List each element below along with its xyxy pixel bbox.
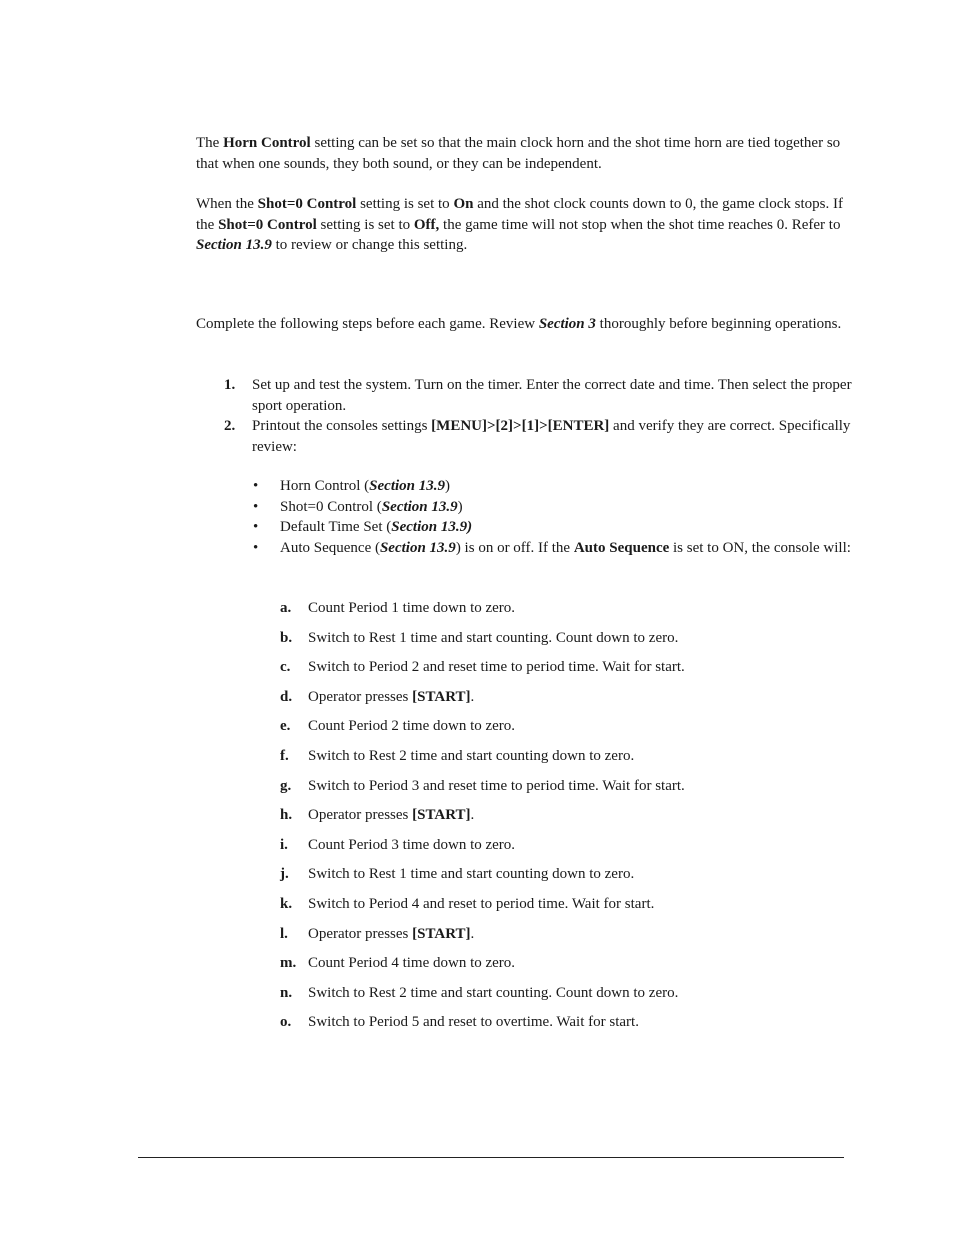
bullet-icon: •: [253, 519, 259, 535]
sequence-letter: h.: [280, 807, 293, 824]
start-key: [START]: [412, 807, 471, 824]
bullet-icon: •: [253, 478, 259, 494]
bullet-item: [252, 497, 852, 518]
sequence-letter: m.: [280, 955, 297, 972]
auto-sequence-term: Auto Sequence: [573, 539, 670, 556]
sequence-item: [280, 657, 860, 687]
bullet-item: [252, 517, 852, 538]
section-reference: Section 13.9: [381, 498, 458, 515]
step-text: Set up and test the system. Turn on the timer. Enter the correct date and time. Then select the proper sport operation.: [252, 377, 852, 414]
text-run: the game time will not stop when the shot time reaches 0. Refer to: [439, 216, 841, 233]
sequence-letter: l.: [280, 925, 288, 942]
bullet-text: ): [457, 498, 463, 515]
sequence-text: Switch to Period 5 and reset to overtime. Wait for start.: [308, 1014, 639, 1031]
text-run: thoroughly before beginning operations.: [595, 316, 842, 332]
shot-control-term: Shot=0 Control: [218, 216, 317, 233]
text-run: When the: [196, 196, 258, 212]
sequence-letter: i.: [280, 836, 288, 853]
complete-steps-paragraph: [196, 314, 846, 335]
sequence-letter: j.: [280, 866, 289, 883]
bullet-text: ): [445, 478, 451, 494]
text-run: The: [196, 135, 224, 151]
numbered-steps-list: [196, 375, 856, 457]
sequence-item: [280, 864, 860, 894]
section-reference: Section 3: [538, 316, 596, 332]
bullet-item: [252, 538, 852, 559]
bullet-text: Auto Sequence (: [280, 539, 380, 556]
sequence-text: Switch to Rest 2 time and start counting. Count down to zero.: [308, 984, 679, 1001]
sequence-item: [280, 953, 860, 983]
menu-key-sequence: [MENU]>[2]>[1]>[ENTER]: [431, 418, 610, 434]
text-run: and the shot clock counts down to 0, the game clock stops. If the: [196, 196, 843, 233]
shot-control-term: Shot=0 Control: [257, 196, 357, 212]
bullet-text: Default Time Set (: [280, 519, 392, 535]
text-run: setting is set to: [356, 196, 454, 212]
bullet-text: Horn Control (: [280, 478, 370, 494]
sequence-text: .: [470, 807, 475, 824]
sequence-letter: k.: [280, 895, 293, 912]
sequence-letter: n.: [280, 984, 293, 1001]
horn-control-paragraph: [196, 133, 846, 174]
sequence-text: Operator presses: [308, 807, 413, 824]
sequence-item: [280, 598, 860, 628]
sequence-text: Switch to Period 2 and reset time to period time. Wait for start.: [308, 659, 685, 676]
bullet-text: Shot=0 Control (: [280, 498, 382, 515]
sequence-letter: o.: [280, 1014, 292, 1031]
sequence-letter: d.: [280, 688, 293, 705]
sequence-text: Switch to Rest 1 time and start counting down to zero.: [308, 866, 635, 883]
sequence-text: Switch to Rest 1 time and start counting. Count down to zero.: [308, 629, 679, 646]
text-run: setting can be set so that the main clock horn and the shot time horn are tied together so that when one sounds, they both sound, or they can be independent.: [196, 135, 841, 172]
shot-control-paragraph: [196, 194, 846, 256]
horn-control-term: Horn Control: [223, 135, 311, 151]
bullet-text: ) is on or off. If the: [455, 539, 574, 556]
section-reference: Section 13.9): [391, 519, 473, 535]
sequence-text: Switch to Period 4 and reset to period time. Wait for start.: [308, 895, 655, 912]
settings-review-list: [252, 476, 852, 558]
sequence-item: [280, 776, 860, 806]
text-run: to review or change this setting.: [271, 237, 468, 253]
sequence-item: [280, 894, 860, 924]
start-key: [START]: [412, 925, 471, 942]
step-item: [196, 416, 856, 457]
sequence-item: [280, 746, 860, 776]
text-run: setting is set to: [316, 216, 414, 233]
sequence-text: Count Period 1 time down to zero.: [308, 600, 516, 616]
step-text: Printout the consoles settings: [252, 418, 432, 434]
off-term: Off,: [413, 216, 440, 233]
sequence-letter: c.: [280, 659, 291, 676]
sequence-item: [280, 805, 860, 835]
step-text: and verify they are correct. Specifically review:: [252, 418, 851, 455]
sequence-text: Count Period 2 time down to zero.: [308, 718, 516, 735]
sequence-text: .: [470, 688, 475, 705]
sequence-text: Operator presses: [308, 688, 413, 705]
step-item: [196, 375, 856, 416]
sequence-letter: g.: [280, 777, 292, 794]
sequence-letter: f.: [280, 747, 289, 764]
sequence-text: Switch to Period 3 and reset time to period time. Wait for start.: [308, 777, 685, 794]
sequence-letter: a.: [280, 600, 292, 616]
sequence-letter: b.: [280, 629, 293, 646]
sequence-item: [280, 1012, 860, 1042]
section-reference: Section 13.9: [369, 478, 446, 494]
start-key: [START]: [412, 688, 471, 705]
footer-divider: [138, 1157, 844, 1158]
sequence-text: Switch to Rest 2 time and start counting down to zero.: [308, 747, 635, 764]
text-run: Complete the following steps before each game. Review: [196, 316, 539, 332]
sequence-item: [280, 687, 860, 717]
sequence-letter: e.: [280, 718, 291, 735]
sequence-text: .: [470, 925, 475, 942]
sequence-item: [280, 924, 860, 954]
sequence-item: [280, 628, 860, 658]
on-term: On: [453, 196, 474, 212]
sequence-item: [280, 983, 860, 1013]
section-reference: Section 13.9: [379, 539, 456, 556]
section-reference: Section 13.9: [196, 237, 272, 253]
bullet-item: [252, 476, 852, 497]
sequence-text: Count Period 4 time down to zero.: [308, 955, 516, 972]
auto-sequence-list: [280, 598, 860, 1042]
sequence-item: [280, 835, 860, 865]
step-number: 1.: [224, 377, 236, 393]
step-number: 2.: [224, 418, 236, 434]
sequence-item: [280, 716, 860, 746]
bullet-icon: •: [253, 539, 259, 556]
sequence-text: Count Period 3 time down to zero.: [308, 836, 516, 853]
sequence-text: Operator presses: [308, 925, 413, 942]
bullet-text: is set to ON, the console will:: [669, 539, 851, 556]
bullet-icon: •: [253, 498, 259, 515]
